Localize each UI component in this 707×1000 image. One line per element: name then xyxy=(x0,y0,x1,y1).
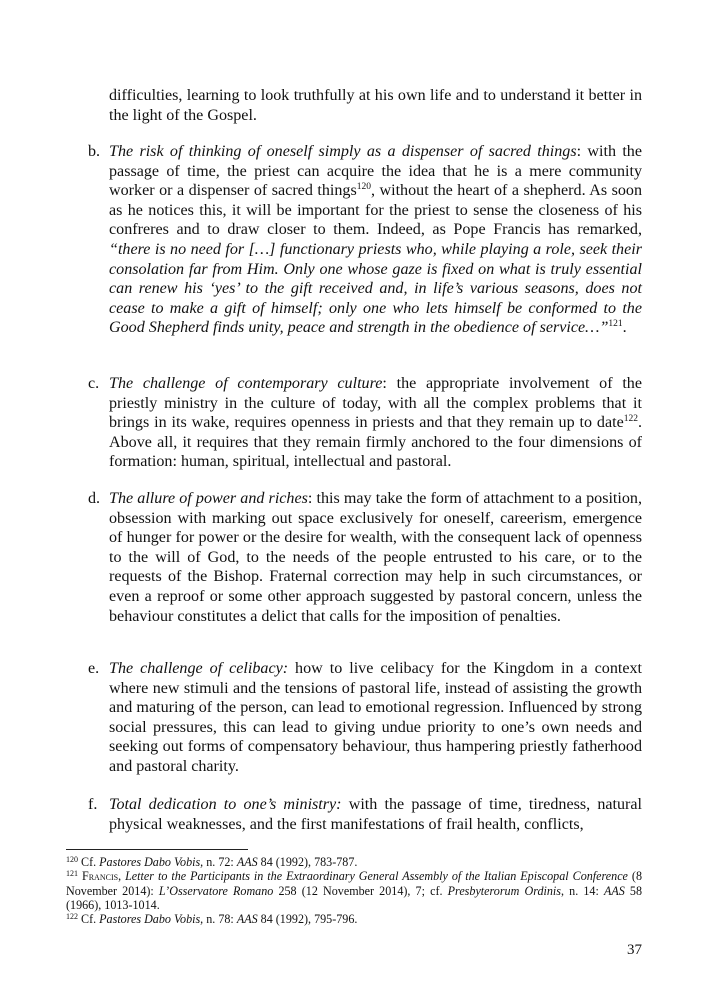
item-letter: b. xyxy=(88,143,101,160)
footnote-text: 58 (1966), 1013-1014. xyxy=(66,883,643,912)
footnote-author: Francis xyxy=(78,869,119,884)
item-text: with the passage of time, tiredness, natural physical weaknesses, and the first manifestations of frail health, conflicts, xyxy=(109,796,643,833)
item-letter: c. xyxy=(88,375,100,392)
item-letter: e. xyxy=(88,660,100,677)
item-letter: d. xyxy=(88,490,101,507)
footnote-journal: AAS xyxy=(603,883,625,898)
item-title: The challenge of celibacy: xyxy=(109,660,289,677)
footnote-ref-122[interactable]: 122 xyxy=(623,414,638,425)
footnote-number: 121 xyxy=(66,869,78,879)
footnote-text: , n. 14: xyxy=(560,883,604,898)
footnote-text: n. 78: xyxy=(203,912,237,927)
footnote-source-title: Pastores Dabo Vobis, xyxy=(99,855,204,869)
footnote-text: Cf. xyxy=(78,912,100,927)
footnote-newspaper: L’Osservatore Romano xyxy=(158,883,274,898)
item-text: how to live celibacy for the Kingdom in a context where new stimuli and the tensions of pastoral life, instead of assisting the growth and maturing of the person, can lead to emotional regression. Influenced by strong social pressures, this can lead to giving undue priority to one’s own needs and seeking out forms of compensatory behaviour, thus hampering priestly fatherhood and pastoral charity. xyxy=(109,660,642,775)
footnote-source-title: Letter to the Participants in the Extraordinary General Assembly of the Italian Episcopal Conference xyxy=(125,869,628,884)
item-text: , without the heart of a shepherd. As soon as he notices this, it will be important for the priest to sense the closeness of his confreres and to draw closer to them. Indeed, as Pope Francis has remarked, xyxy=(109,182,642,239)
item-text: . Above all, it requires that they remain firmly anchored to the four dimensions of formation: human, spiritual, intellectual and pastoral. xyxy=(109,414,642,471)
footnote-text: n. 72: xyxy=(203,855,237,869)
footnote-text: Cf. xyxy=(78,855,100,869)
footnote-121 xyxy=(66,869,642,912)
item-text: : this may take the form of attachment to a position, obsession with marking out space exclusively for oneself, careerism, emergence of hunger for power or the desire for wealth, with the consequent lack of openness to the will of God, to the needs of the people entrusted to his care, or to the requests of the Bishop. Fraternal correction may help in such circumstances, or even a reproof or some other approach suggested by pastoral concern, unless the behaviour constitutes a delict that calls for the imposition of penalties. xyxy=(109,490,642,625)
footnote-text: (8 November 2014): xyxy=(66,869,643,898)
item-letter: f. xyxy=(88,796,98,813)
item-text-end: . xyxy=(622,319,627,337)
item-body xyxy=(109,142,642,338)
item-title: Total dedication to one’s ministry: xyxy=(109,796,342,813)
footnote-ref-121[interactable]: 121 xyxy=(608,319,623,330)
footnote-divider xyxy=(66,849,248,850)
item-body xyxy=(109,795,642,834)
footnotes xyxy=(66,855,642,926)
footnote-text: , xyxy=(118,869,126,884)
footnote-text: 84 (1992), 783-787. xyxy=(257,855,358,869)
footnote-text: 84 (1992), 795-796. xyxy=(257,912,358,927)
item-title: The risk of thinking of oneself simply as a dispenser of sacred things xyxy=(109,143,577,160)
intro-paragraph: difficulties, learning to look truthfully at his own life and to understand it better in the light of the Gospel. xyxy=(109,87,642,124)
page-number: 37 xyxy=(627,942,642,958)
footnote-number: 122 xyxy=(66,912,78,922)
item-text: : with the passage of time, the priest can acquire the idea that he is a mere community worker or a dispenser of sacred things xyxy=(109,143,642,200)
item-title: The challenge of contemporary culture xyxy=(109,375,383,392)
footnote-120 xyxy=(66,855,642,869)
item-text: : the appropriate involvement of the priestly ministry in the culture of today, with all the complex problems that it brings in its wake, requires openness in priests and that they remain up to date xyxy=(109,375,642,432)
footnote-122 xyxy=(66,912,642,926)
footnote-document: Presbyterorum Ordinis xyxy=(447,883,561,898)
footnote-journal: AAS xyxy=(236,912,258,927)
footnote-source-title: Pastores Dabo Vobis, xyxy=(99,912,204,927)
item-body xyxy=(109,374,642,472)
footnote-journal: AAS xyxy=(236,855,258,869)
pope-francis-quote: “there is no need for […] functionary priests who, while playing a role, seek their consolation far from Him. Only one whose gaze is fixed on what is truly essential can renew his ‘yes’ to the gift received and, in life’s various seasons, does not cease to make a gift of himself; only one who lets himself be conformed to the Good Shepherd finds unity, peace and strength in the obedience of service…” xyxy=(109,240,642,337)
footnote-number: 120 xyxy=(66,855,78,864)
footnote-text: 258 (12 November 2014), 7; cf. xyxy=(273,883,448,898)
footnote-ref-120[interactable]: 120 xyxy=(356,182,371,193)
item-body xyxy=(109,659,642,777)
item-body xyxy=(109,489,642,626)
item-title: The allure of power and riches xyxy=(109,490,308,507)
